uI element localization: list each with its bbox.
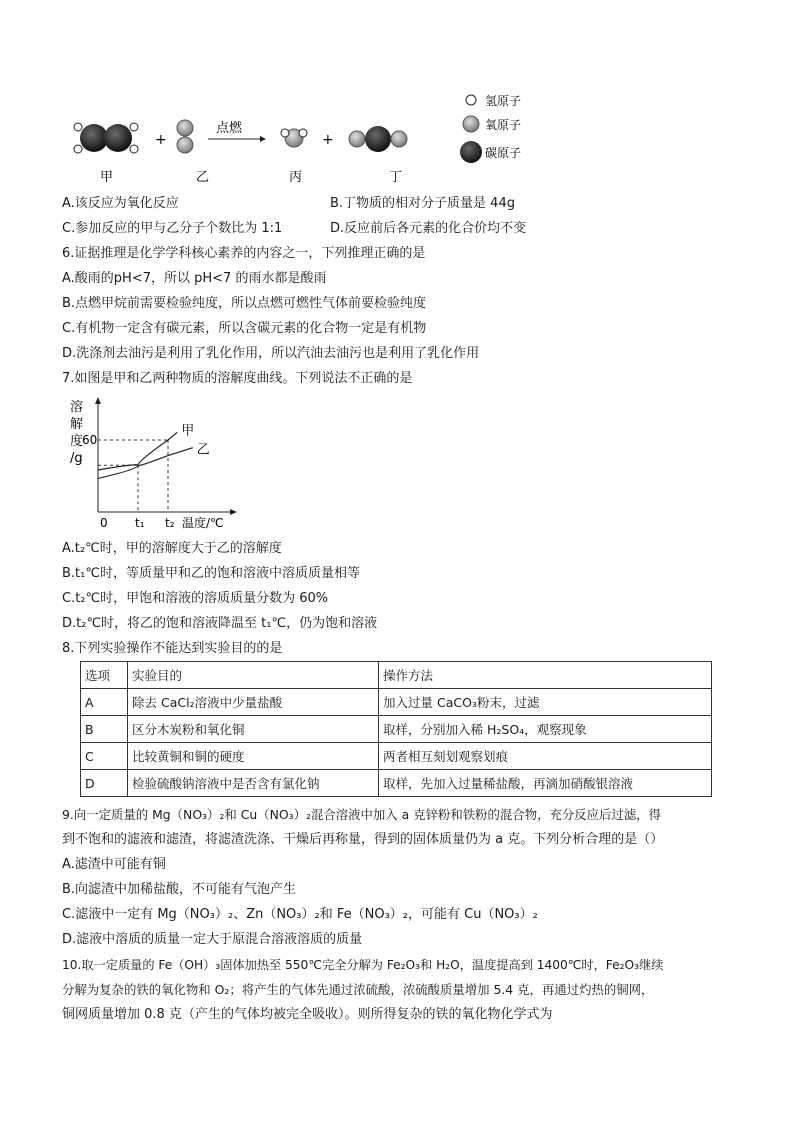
q7-option-a: A.t₂℃时，甲的溶解度大于乙的溶解度: [62, 541, 282, 556]
atom-legend: [460, 94, 521, 163]
row-method: 加入过量 CaCO₃粉末，过滤: [379, 689, 712, 716]
table-row: [81, 770, 712, 797]
q7-option-d: D.t₂℃时，将乙的饱和溶液降温至 t₁℃，仍为饱和溶液: [62, 616, 378, 631]
row-label: A: [81, 689, 128, 716]
plus-1: +: [155, 132, 167, 148]
row-label: B: [81, 716, 128, 743]
xlabel: 温度/℃: [182, 516, 224, 530]
molecule-yi: [177, 120, 193, 153]
q5-option-a: A.该反应为氧化反应: [62, 196, 179, 211]
x-tick-2: t₂: [165, 516, 175, 530]
table-row: [81, 743, 712, 770]
q10-stem-line-3: 铜网质量增加 0.8 克（产生的气体均被完全吸收）。则所得复杂的铁的氧化物化学式为: [62, 1007, 553, 1022]
experiment-table: [80, 661, 712, 797]
molecule-jia: [74, 123, 138, 153]
row-label: D: [81, 770, 128, 797]
header-method: 操作方法: [379, 662, 712, 689]
legend-hydrogen: 氢原子: [485, 94, 522, 108]
q9-option-a: A.滤渣中可能有铜: [62, 857, 166, 872]
q6-option-d: D.洗涤剂去油污是利用了乳化作用，所以汽油去油污也是利用了乳化作用: [62, 346, 480, 361]
q6-option-c: C.有机物一定含有碳元素，所以含碳元素的化合物一定是有机物: [62, 321, 427, 336]
row-purpose: 区分木炭粉和氧化铜: [128, 716, 379, 743]
arrow-label: 点燃: [216, 121, 243, 136]
label-bing: 丙: [289, 170, 303, 185]
legend-oxygen: 氧原子: [485, 118, 522, 132]
ylabel-char-3: 度: [70, 434, 84, 449]
q9-stem-line-1: 9.向一定质量的 Mg（NO₃）₂和 Cu（NO₃）₂混合溶液中加入 a 克锌粉和铁粉的混合物，充分反应后过滤，得: [62, 807, 661, 822]
molecule-ding: [349, 126, 407, 152]
ylabel-char-2: 解: [70, 417, 84, 432]
q6-stem: 6.证据推理是化学学科核心素养的内容之一，下列推理正确的是: [62, 246, 426, 261]
q5-option-d: D.反应前后各元素的化合价均不变: [330, 221, 527, 236]
row-purpose: 除去 CaCl₂溶液中少量盐酸: [128, 689, 379, 716]
label-jia: 甲: [100, 170, 114, 185]
series-label-yi: 乙: [196, 442, 210, 458]
origin-label: 0: [100, 516, 108, 530]
q6-option-b: B.点燃甲烷前需要检验纯度，所以点燃可燃性气体前要检验纯度: [62, 296, 427, 311]
hydrogen-atom-icon: [466, 95, 476, 105]
q7-option-b: B.t₁℃时，等质量甲和乙的饱和溶液中溶质质量相等: [62, 566, 360, 581]
ylabel-char-1: 溶: [70, 400, 84, 415]
q10-stem-line-2: 分解为复杂的铁的氧化物和 O₂；将产生的气体先通过浓硫酸，浓硫酸质量增加 5.4 克，再通过灼热的铜网，: [62, 982, 654, 997]
plus-2: +: [322, 132, 334, 148]
x-tick-1: t₁: [135, 516, 145, 530]
carbon-atom-icon: [460, 141, 482, 163]
q6-option-a: A.酸雨的pH<7，所以 pH<7 的雨水都是酸雨: [62, 271, 327, 286]
label-ding: 丁: [389, 170, 403, 185]
table-row: [81, 689, 712, 716]
table-header-row: [81, 662, 712, 689]
q7-stem: 7.如图是甲和乙两种物质的溶解度曲线。下列说法不正确的是: [62, 371, 413, 386]
row-method: 两者相互刻划观察划痕: [379, 743, 712, 770]
header-purpose: 实验目的: [128, 662, 379, 689]
q5-option-b: B.丁物质的相对分子质量是 44g: [330, 196, 515, 211]
reaction-diagram: [60, 86, 580, 190]
ylabel-char-4: /g: [70, 451, 83, 466]
label-yi: 乙: [196, 170, 210, 185]
table-row: [81, 716, 712, 743]
q9-option-d: D.滤液中溶质的质量一定大于原混合溶液溶质的质量: [62, 932, 363, 947]
q5-option-c: C.参加反应的甲与乙分子个数比为 1:1: [62, 221, 283, 236]
y-tick-60: 60: [82, 433, 98, 447]
row-label: C: [81, 743, 128, 770]
series-label-jia: 甲: [181, 423, 195, 439]
q10-stem-line-1: 10.取一定质量的 Fe（OH）₃固体加热至 550℃完全分解为 Fe₂O₃和 H₂O，温度提高到 1400℃时，Fe₂O₃继续: [62, 958, 664, 972]
series-line-yi: [98, 448, 193, 470]
solubility-chart: [62, 394, 252, 540]
molecule-bing: [281, 129, 307, 147]
q9-option-c: C.滤液中一定有 Mg（NO₃）₂、Zn（NO₃）₂和 Fe（NO₃）₂，可能有 Cu（NO₃）₂: [62, 907, 538, 922]
q7-option-c: C.t₂℃时，甲饱和溶液的溶质质量分数为 60%: [62, 591, 329, 606]
header-option: 选项: [81, 662, 128, 689]
oxygen-atom-icon: [463, 116, 479, 132]
row-method: 取样，先加入过量稀盐酸，再滴加硝酸银溶液: [379, 770, 712, 797]
q9-stem-line-2: 到不饱和的滤液和滤渣，将滤渣洗涤、干燥后再称量，得到的固体质量仍为 a 克。下列分析合理的是（）: [62, 832, 664, 847]
row-method: 取样，分别加入稀 H₂SO₄，观察现象: [379, 716, 712, 743]
q9-option-b: B.向滤渣中加稀盐酸，不可能有气泡产生: [62, 882, 297, 897]
legend-carbon: 碳原子: [485, 146, 522, 160]
q8-stem: 8.下列实验操作不能达到实验目的的是: [62, 641, 283, 656]
row-purpose: 检验硫酸钠溶液中是否含有氯化钠: [128, 770, 379, 797]
row-purpose: 比较黄铜和铜的硬度: [128, 743, 379, 770]
